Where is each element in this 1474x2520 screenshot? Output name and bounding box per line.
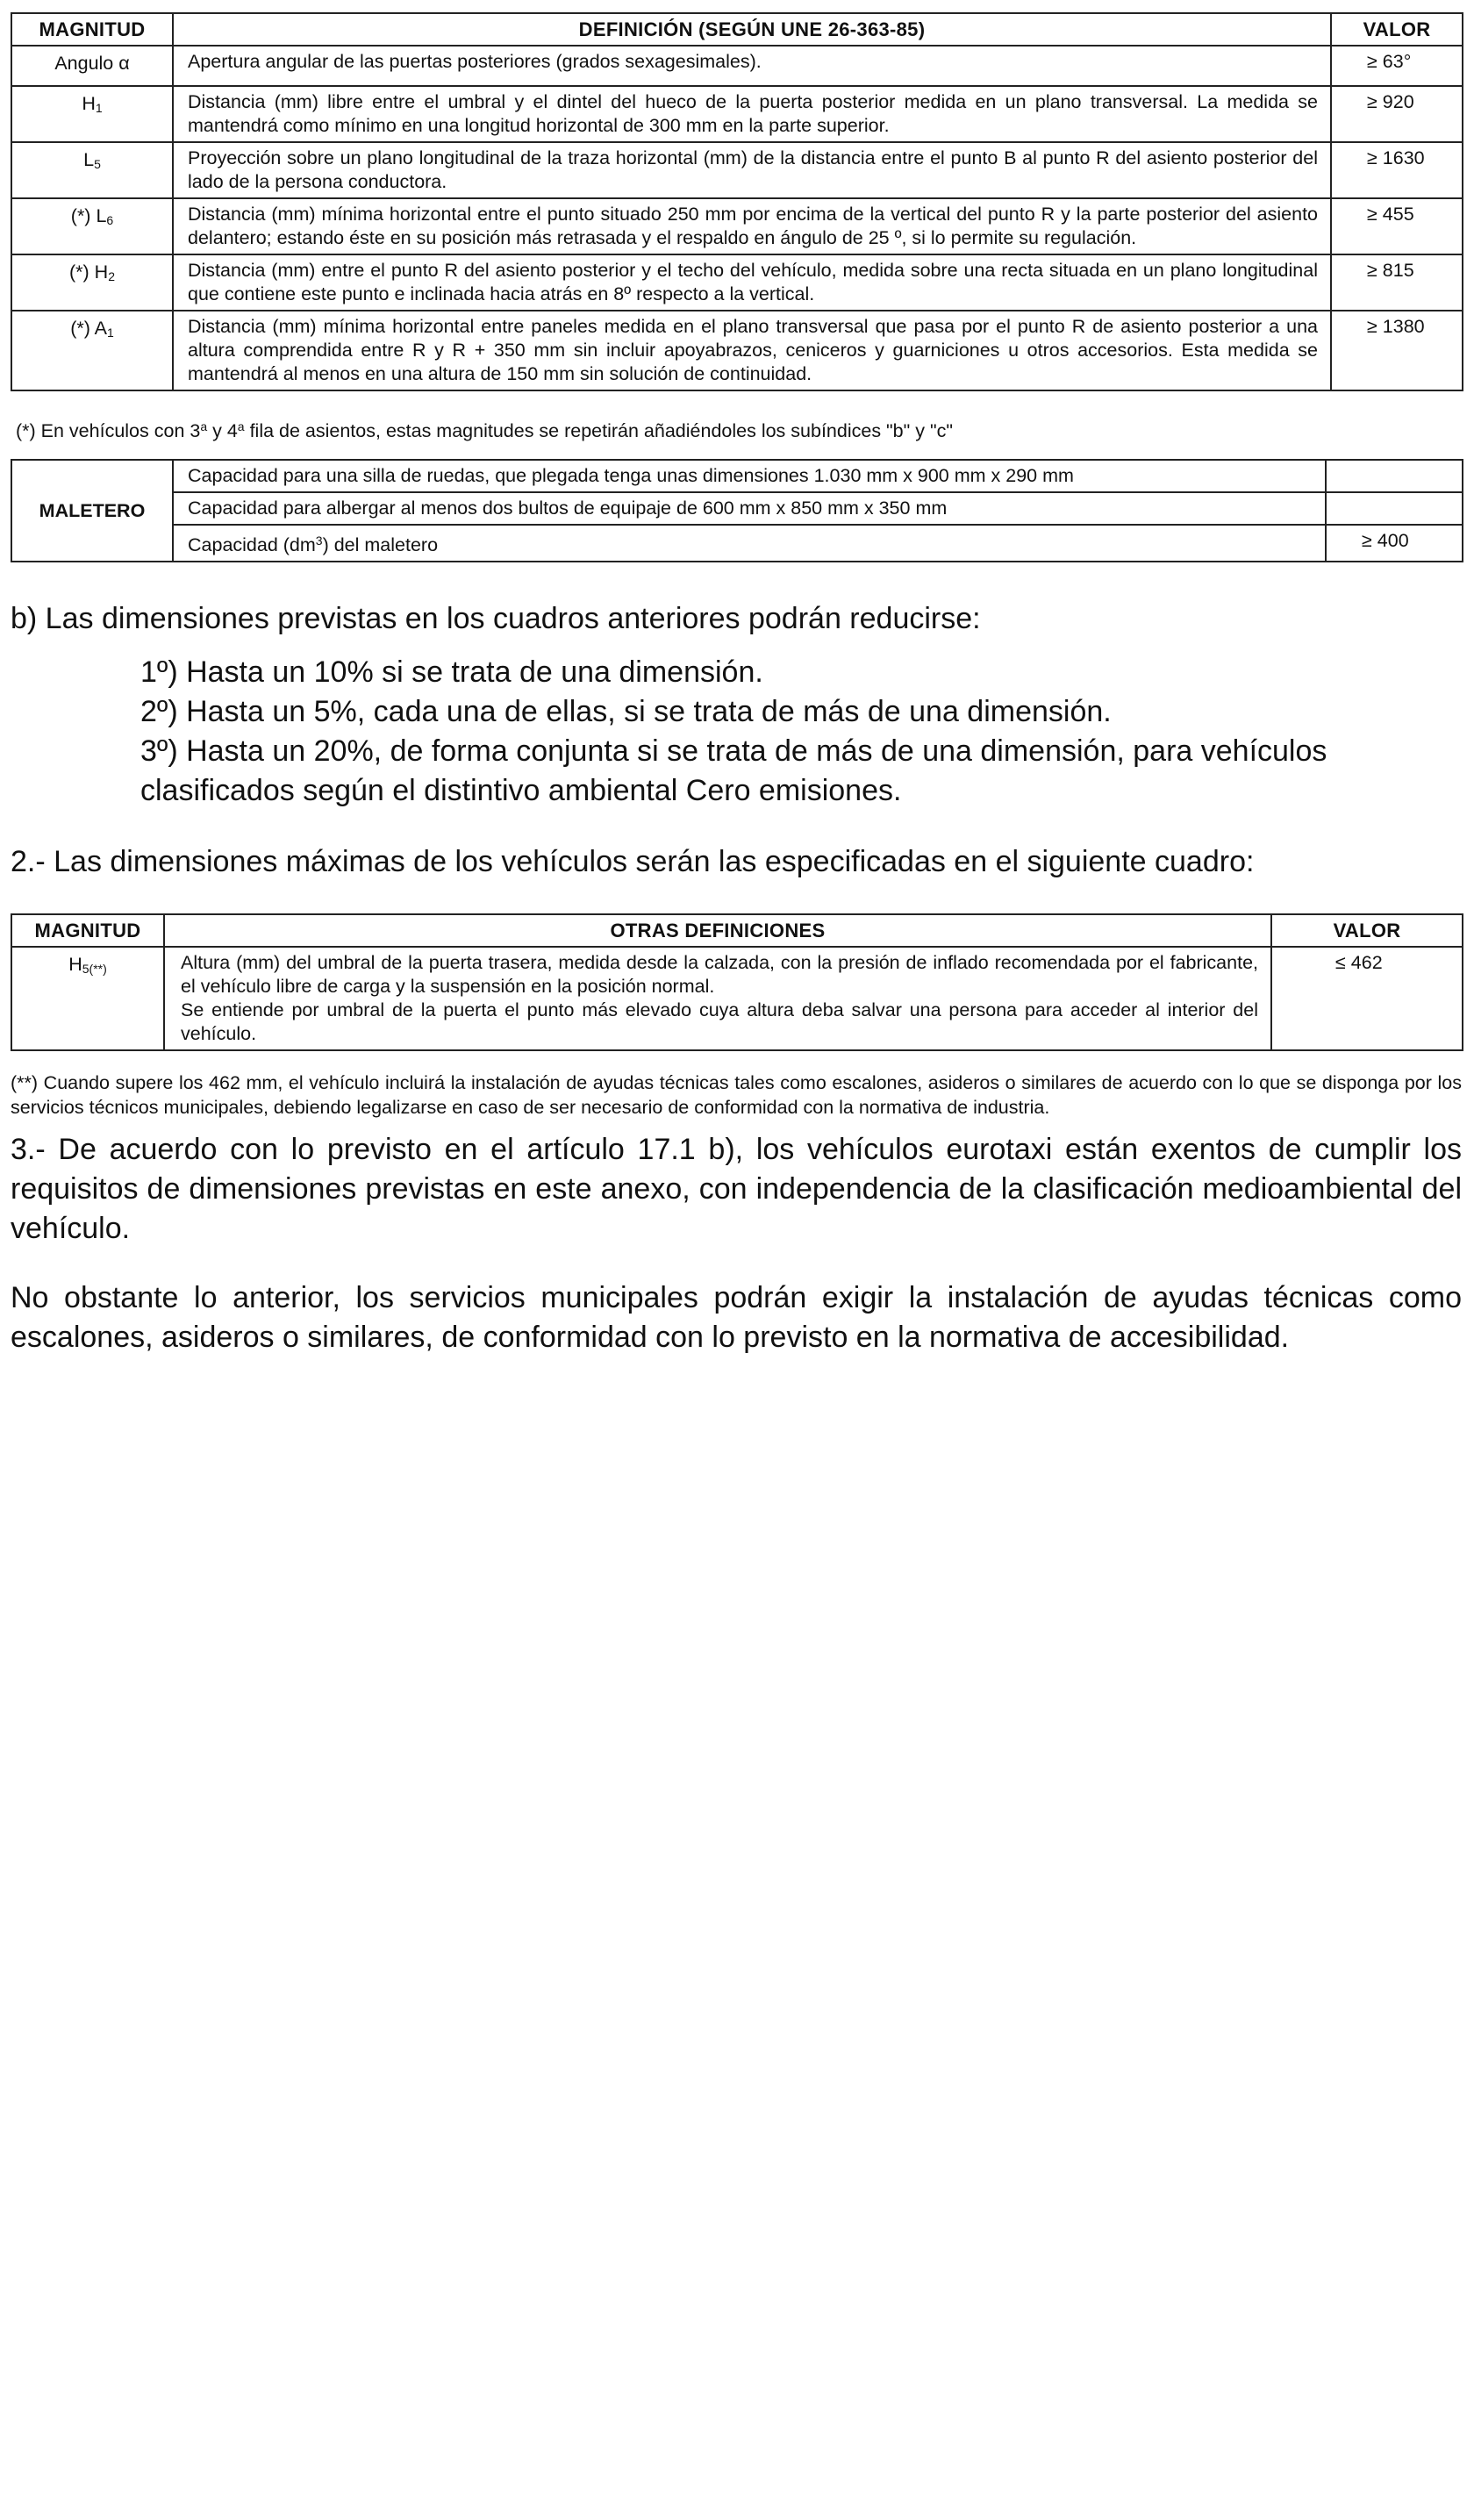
row-valor: ≥ 815: [1331, 254, 1463, 311]
row-valor: ≤ 462: [1271, 947, 1463, 1050]
paragraph-b: b) Las dimensiones previstas en los cuadros anteriores podrán reducirse:: [11, 602, 981, 635]
max-dimensions-table: [11, 913, 1463, 1051]
row-magnitud: $H_{5(**)}$: [11, 947, 164, 1050]
row-valor: ≥ 63°: [1331, 46, 1463, 86]
maletero-row-value: [1326, 492, 1463, 525]
table-row: [11, 525, 1463, 562]
document-page: [11, 12, 1462, 1357]
table-header-row: [11, 13, 1463, 46]
list-item: 2º) Hasta un 5%, cada una de ellas, si se trata de más de una dimensión.: [140, 695, 1112, 728]
paragraph-3: 3.- De acuerdo con lo previsto en el artículo 17.1 b), los vehículos eurotaxi están exentos de cumplir los requisitos de dimensiones previstas en este anexo, con independencia de la clasificación medioambiental del vehículo.: [11, 1133, 1462, 1245]
list-item: 3º) Hasta un 20%, de forma conjunta si se trata de más de una dimensión, para vehículos clasificados según el distintivo ambiental Cero emisiones.: [140, 734, 1327, 807]
maletero-row-value: ≥ 400: [1326, 525, 1463, 562]
header-valor: VALOR: [1331, 13, 1463, 46]
table-row: [11, 460, 1463, 492]
footnote-asterisk: (*) En vehículos con 3$^a$ y 4$^a$ fila de asientos, estas magnitudes se repetirán añadiéndoles los subíndices "b" y "c": [16, 419, 953, 441]
table-row: [11, 311, 1463, 390]
table-row: [11, 492, 1463, 525]
footnote-double-asterisk: (**) Cuando supere los 462 mm, el vehículo incluirá la instalación de ayudas técnicas tales como escalones, asideros o similares de acuerdo con lo que se disponga por los servicios técnicos municipales, debiendo legalizarse en caso de ser necesario de conformidad con la normativa de industria.: [11, 1072, 1462, 1118]
row-magnitud: (*) $H_2$: [11, 254, 173, 311]
maletero-row-value: [1326, 460, 1463, 492]
maletero-row-text: Capacidad $(dm^3)$ del maletero: [173, 525, 1326, 562]
row-definicion: Altura (mm) del umbral de la puerta trasera, medida desde la calzada, con la presión de inflado recomendada por el fabricante, el vehículo libre de carga y la suspensión en la posición normal. Se entiende por umbral de la puerta el punto más elevado cuya altura deba salvar una persona para acceder al interior del vehículo.: [164, 947, 1271, 1050]
table-row: [11, 198, 1463, 254]
row-definicion: Proyección sobre un plano longitudinal de la traza horizontal (mm) de la distancia entre el punto B al punto R del asiento posterior del lado de la persona conductora.: [173, 142, 1331, 198]
header-magnitud: MAGNITUD: [11, 914, 164, 947]
row-magnitud: (*) $L_6$: [11, 198, 173, 254]
header-definicion: DEFINICIÓN (SEGÚN UNE 26-363-85): [173, 13, 1331, 46]
table-row: [11, 142, 1463, 198]
row-valor: ≥ 455: [1331, 198, 1463, 254]
row-magnitud: $H_1$: [11, 86, 173, 142]
paragraph-2: 2.- Las dimensiones máximas de los vehículos serán las especificadas en el siguiente cuadro:: [11, 845, 1255, 878]
paragraph-4: No obstante lo anterior, los servicios municipales podrán exigir la instalación de ayudas técnicas como escalones, asideros o similares, de conformidad con lo previsto en la normativa de accesibilidad.: [11, 1281, 1462, 1354]
maletero-table: [11, 459, 1463, 562]
header-valor: VALOR: [1271, 914, 1463, 947]
list-item: 1º) Hasta un 10% si se trata de una dimensión.: [140, 655, 763, 689]
row-definicion: Apertura angular de las puertas posteriores (grados sexagesimales).: [173, 46, 1331, 86]
table-row: [11, 86, 1463, 142]
reduction-list: [140, 653, 1462, 811]
table-row: [11, 254, 1463, 311]
row-definicion: Distancia (mm) mínima horizontal entre el punto situado 250 mm por encima de la vertical del punto R y la parte posterior del asiento delantero; estando éste en su posición más retrasada y el respaldo en ángulo de 25 º, si lo permite su regulación.: [173, 198, 1331, 254]
table-row: [11, 46, 1463, 86]
row-magnitud: (*) $A_1$: [11, 311, 173, 390]
maletero-label: MALETERO: [11, 460, 173, 562]
row-definicion: Distancia (mm) mínima horizontal entre paneles medida en el plano transversal que pasa por el punto R de asiento posterior a una altura comprendida entre R y R + 350 mm sin incluir apoyabrazos, ceniceros y guarniciones u otros accesorios. Esta medida se mantendrá al menos en una altura de 150 mm sin solución de continuidad.: [173, 311, 1331, 390]
row-magnitud: Angulo α: [11, 46, 173, 86]
row-definicion: Distancia (mm) libre entre el umbral y el dintel del hueco de la puerta posterior medida en un plano transversal. La medida se mantendrá como mínimo en una longitud horizontal de 300 mm en la parte superior.: [173, 86, 1331, 142]
row-valor: ≥ 920: [1331, 86, 1463, 142]
dimensions-table: [11, 12, 1463, 391]
maletero-row-text: Capacidad para albergar al menos dos bultos de equipaje de 600 mm x 850 mm x 350 mm: [173, 492, 1326, 525]
table-row: [11, 947, 1463, 1050]
row-valor: ≥ 1380: [1331, 311, 1463, 390]
row-definicion: Distancia (mm) entre el punto R del asiento posterior y el techo del vehículo, medida sobre una recta situada en un plano longitudinal que contiene este punto e inclinada hacia atrás en 8º respecto a la vertical.: [173, 254, 1331, 311]
row-valor: ≥ 1630: [1331, 142, 1463, 198]
header-otras-definiciones: OTRAS DEFINICIONES: [164, 914, 1271, 947]
row-magnitud: $L_5$: [11, 142, 173, 198]
maletero-row-text: Capacidad para una silla de ruedas, que plegada tenga unas dimensiones 1.030 mm x 900 mm x 290 mm: [173, 460, 1326, 492]
table-header-row: [11, 914, 1463, 947]
header-magnitud: MAGNITUD: [11, 13, 173, 46]
